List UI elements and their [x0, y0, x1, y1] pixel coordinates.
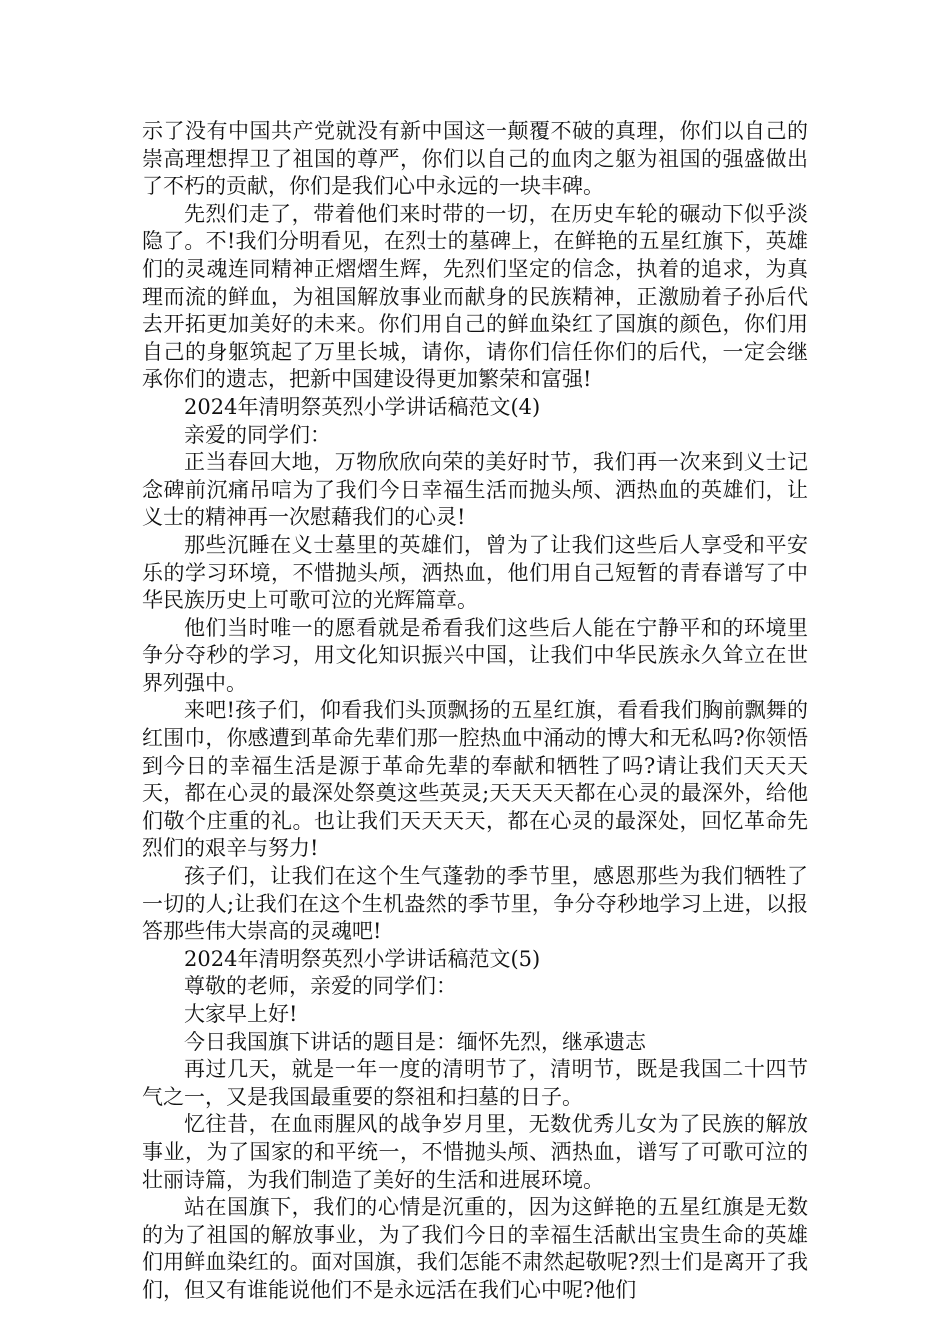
greeting: 大家早上好!	[184, 1002, 298, 1026]
paragraph: 来吧!孩子们，仰看我们头顶飘扬的五星红旗，看看我们胸前飘舞的红围巾，你感遭到革命先辈们那一腔热血中涌动的博大和无私吗?你领悟到今日的幸福生活是源于革命先辈的奉献和牺牲了吗?请让我们天天天天，都在心灵的最深处祭奠这些英灵;天天天天都在心灵的最深外，给他们敬个庄重的礼。也让我们天天天天，都在心灵的最深处，回忆革命先烈们的艰辛与努力!	[142, 698, 808, 861]
paragraph: 再过几天，就是一年一度的清明节了，清明节，既是我国二十四节气之一，又是我国最重要的祭祖和扫墓的日子。	[142, 1057, 808, 1109]
paragraph: 示了没有中国共产党就没有新中国这一颠覆不破的真理，你们以自己的崇高理想捍卫了祖国的尊严，你们以自己的血肉之躯为祖国的强盛做出了不朽的贡献，你们是我们心中永远的一块丰碑。	[142, 119, 808, 199]
paragraph: 正当春回大地，万物欣欣向荣的美好时节，我们再一次来到义士记念碑前沉痛吊唁为了我们今日幸福生活而抛头颅、洒热血的英雄们，让义士的精神再一次慰藉我们的心灵!	[142, 450, 808, 530]
salutation: 尊敬的老师，亲爱的同学们：	[184, 974, 457, 999]
paragraph: 他们当时唯一的愿看就是希看我们这些后人能在宁静平和的环境里争分夺秒的学习，用文化知识振兴中国，让我们中华民族永久耸立在世界列强中。	[142, 615, 808, 695]
speech-topic: 今日我国旗下讲话的题目是：缅怀先烈，继承遗志	[184, 1029, 646, 1054]
salutation: 亲爱的同学们：	[184, 422, 331, 447]
paragraph: 先烈们走了，带着他们来时带的一切，在历史车轮的碾动下似乎淡隐了。不!我们分明看见，在烈士的墓碑上，在鲜艳的五星红旗下，英雄们的灵魂连同精神正熠熠生辉，先烈们坚定的信念，执着的追求，为真理而流的鲜血，为祖国解放事业而献身的民族精神，正激励着子孙后代去开拓更加美好的未来。你们用自己的鲜血染红了国旗的颜色，你们用自己的身躯筑起了万里长城，请你，请你们信任你们的后代，一定会继承你们的遗志，把新中国建设得更加繁荣和富强!	[142, 201, 808, 392]
paragraph: 那些沉睡在义士墓里的英雄们，曾为了让我们这些后人享受和平安乐的学习环境，不惜抛头颅，洒热血，他们用自己短暂的青春谱写了中华民族历史上可歌可泣的光辉篇章。	[142, 532, 808, 613]
paragraph: 孩子们，让我们在这个生气蓬勃的季节里，感恩那些为我们牺牲了一切的人;让我们在这个生机盎然的季节里，争分夺秒地学习上进，以报答那些伟大崇高的灵魂吧!	[142, 864, 808, 944]
document-body	[142, 118, 808, 1305]
section-heading: 2024年清明祭英烈小学讲话稿范文(5)	[184, 946, 541, 971]
paragraph: 站在国旗下，我们的心情是沉重的，因为这鲜艳的五星红旗是无数的为了祖国的解放事业，为了我们今日的幸福生活献出宝贵生命的英雄们用鲜血染红的。面对国旗，我们怎能不肃然起敬呢?烈士们是离开了我们，但又有谁能说他们不是永远活在我们心中呢?他们	[142, 1195, 808, 1302]
paragraph: 忆往昔，在血雨腥风的战争岁月里，无数优秀儿女为了民族的解放事业，为了国家的和平统一，不惜抛头颅、洒热血，谱写了可歌可泣的壮丽诗篇，为我们制造了美好的生活和进展环境。	[142, 1112, 808, 1192]
section-heading: 2024年清明祭英烈小学讲话稿范文(4)	[184, 394, 541, 419]
